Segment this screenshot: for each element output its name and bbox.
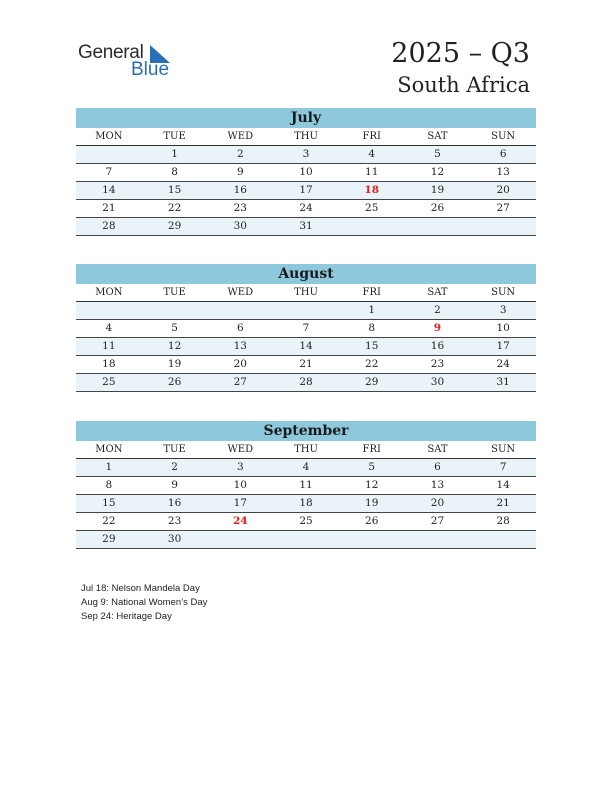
- date-cell: 30: [233, 220, 247, 232]
- date-cell: 10: [299, 166, 313, 178]
- date-cell: 16: [233, 184, 247, 196]
- date-cell: 14: [496, 479, 510, 491]
- weekday-label: WED: [227, 444, 254, 455]
- week-row: [76, 320, 536, 338]
- date-cell: 24: [299, 202, 313, 214]
- weekday-header-row: [76, 128, 536, 146]
- week-row: [76, 200, 536, 218]
- date-cell: 25: [102, 376, 116, 388]
- date-cell: 2: [171, 461, 178, 473]
- date-cell: 17: [496, 340, 510, 352]
- week-row: [76, 513, 536, 531]
- date-cell: 20: [233, 358, 247, 370]
- date-cell: 12: [365, 479, 379, 491]
- date-cell: 12: [430, 166, 445, 178]
- date-cell: 20: [430, 497, 445, 509]
- date-cell: 22: [167, 202, 182, 214]
- week-row: [76, 531, 536, 549]
- date-cell: 26: [430, 202, 445, 214]
- date-cell: 21: [299, 358, 313, 370]
- date-cell: 10: [496, 322, 510, 334]
- date-cell: 30: [167, 533, 182, 545]
- date-cell: 13: [496, 166, 510, 178]
- week-row: [76, 182, 536, 200]
- date-cell: 18: [102, 358, 116, 370]
- holiday-date-cell: 24: [232, 515, 248, 527]
- week-row: [76, 164, 536, 182]
- date-cell: 23: [233, 202, 247, 214]
- week-row: [76, 218, 536, 236]
- weekday-label: TUE: [163, 131, 186, 142]
- month-calendar-july: [76, 108, 536, 236]
- date-cell: 6: [236, 322, 244, 334]
- date-cell: 17: [233, 497, 247, 509]
- date-cell: 12: [167, 340, 182, 352]
- date-cell: 7: [499, 461, 507, 473]
- weekday-label: MON: [95, 131, 123, 142]
- holiday-note: Sep 24: Heritage Day: [81, 611, 172, 622]
- weekday-header-row: [76, 284, 536, 302]
- weekday-label: FRI: [362, 287, 381, 298]
- date-cell: 15: [365, 340, 379, 352]
- brand-logo: [78, 42, 188, 82]
- weekday-label: MON: [95, 287, 123, 298]
- weekday-label: THU: [294, 131, 318, 142]
- month-header: September: [76, 421, 536, 441]
- month-calendar-august: [76, 264, 536, 392]
- date-cell: 25: [365, 202, 379, 214]
- date-cell: 1: [171, 148, 178, 160]
- page-title: 2025 – Q3: [391, 38, 530, 69]
- date-cell: 15: [167, 184, 182, 196]
- weekday-label: FRI: [362, 444, 381, 455]
- weekday-label: SAT: [427, 444, 448, 455]
- date-cell: 11: [365, 166, 379, 178]
- page-subtitle: South Africa: [397, 73, 530, 97]
- holiday-notes: [81, 582, 207, 624]
- date-cell: 9: [236, 166, 244, 178]
- date-cell: 4: [105, 322, 113, 334]
- weekday-header-row: [76, 441, 536, 459]
- holiday-note: Jul 18: Nelson Mandela Day: [81, 583, 200, 594]
- weekday-label: WED: [227, 287, 254, 298]
- date-cell: 21: [102, 202, 116, 214]
- month-header: July: [76, 108, 536, 128]
- date-cell: 29: [102, 533, 116, 545]
- weekday-label: WED: [227, 131, 254, 142]
- brand-blue-text: Blue: [131, 59, 170, 80]
- date-cell: 25: [299, 515, 313, 527]
- date-cell: 3: [302, 148, 310, 160]
- week-row: [76, 374, 536, 392]
- date-cell: 16: [167, 497, 182, 509]
- date-cell: 9: [171, 479, 178, 491]
- weekday-label: SUN: [491, 131, 516, 142]
- date-cell: 29: [167, 220, 182, 232]
- date-cell: 28: [102, 220, 116, 232]
- date-cell: 23: [167, 515, 182, 527]
- weekday-label: FRI: [362, 131, 381, 142]
- date-cell: 19: [365, 497, 379, 509]
- date-cell: 16: [430, 340, 445, 352]
- date-cell: 22: [365, 358, 379, 370]
- date-cell: 29: [365, 376, 379, 388]
- date-cell: 10: [233, 479, 247, 491]
- holiday-date-cell: 9: [433, 322, 442, 334]
- date-cell: 14: [102, 184, 116, 196]
- date-cell: 30: [430, 376, 445, 388]
- date-cell: 11: [102, 340, 116, 352]
- date-cell: 5: [368, 461, 376, 473]
- date-cell: 4: [368, 148, 376, 160]
- date-cell: 7: [105, 166, 113, 178]
- date-cell: 1: [368, 304, 376, 316]
- weekday-label: TUE: [163, 444, 186, 455]
- date-cell: 13: [430, 479, 445, 491]
- date-cell: 2: [236, 148, 244, 160]
- date-cell: 8: [368, 322, 376, 334]
- month-header: August: [76, 264, 536, 284]
- brand-general-text: General: [78, 42, 144, 63]
- date-cell: 26: [365, 515, 379, 527]
- holiday-date-cell: 18: [364, 184, 380, 196]
- month-calendar-september: [76, 421, 536, 549]
- date-cell: 20: [496, 184, 510, 196]
- weekday-label: THU: [294, 444, 318, 455]
- date-cell: 31: [496, 376, 510, 388]
- date-cell: 18: [299, 497, 313, 509]
- weekday-label: THU: [294, 287, 318, 298]
- date-cell: 27: [430, 515, 445, 527]
- date-cell: 14: [299, 340, 313, 352]
- holiday-note: Aug 9: National Women’s Day: [81, 597, 208, 608]
- date-cell: 28: [496, 515, 510, 527]
- week-row: [76, 477, 536, 495]
- date-cell: 15: [102, 497, 116, 509]
- date-cell: 6: [434, 461, 441, 473]
- date-cell: 17: [299, 184, 313, 196]
- weekday-label: SUN: [491, 444, 516, 455]
- weekday-label: SAT: [427, 131, 448, 142]
- date-cell: 28: [299, 376, 313, 388]
- date-cell: 3: [236, 461, 244, 473]
- date-cell: 27: [233, 376, 247, 388]
- date-cell: 19: [167, 358, 182, 370]
- date-cell: 11: [299, 479, 313, 491]
- date-cell: 1: [105, 461, 113, 473]
- date-cell: 2: [434, 304, 441, 316]
- date-cell: 21: [496, 497, 510, 509]
- date-cell: 8: [105, 479, 113, 491]
- date-cell: 22: [102, 515, 116, 527]
- date-cell: 24: [496, 358, 510, 370]
- date-cell: 8: [171, 166, 178, 178]
- date-cell: 13: [233, 340, 247, 352]
- week-row: [76, 302, 536, 320]
- date-cell: 7: [302, 322, 310, 334]
- week-row: [76, 495, 536, 513]
- week-row: [76, 338, 536, 356]
- date-cell: 19: [430, 184, 445, 196]
- date-cell: 3: [499, 304, 507, 316]
- week-row: [76, 459, 536, 477]
- date-cell: 23: [430, 358, 445, 370]
- date-cell: 31: [299, 220, 313, 232]
- weekday-label: TUE: [163, 287, 186, 298]
- week-row: [76, 146, 536, 164]
- date-cell: 6: [499, 148, 507, 160]
- week-row: [76, 356, 536, 374]
- weekday-label: SUN: [491, 287, 516, 298]
- date-cell: 5: [434, 148, 441, 160]
- date-cell: 27: [496, 202, 510, 214]
- date-cell: 4: [302, 461, 310, 473]
- date-cell: 5: [171, 322, 178, 334]
- weekday-label: MON: [95, 444, 123, 455]
- date-cell: 26: [167, 376, 182, 388]
- weekday-label: SAT: [427, 287, 448, 298]
